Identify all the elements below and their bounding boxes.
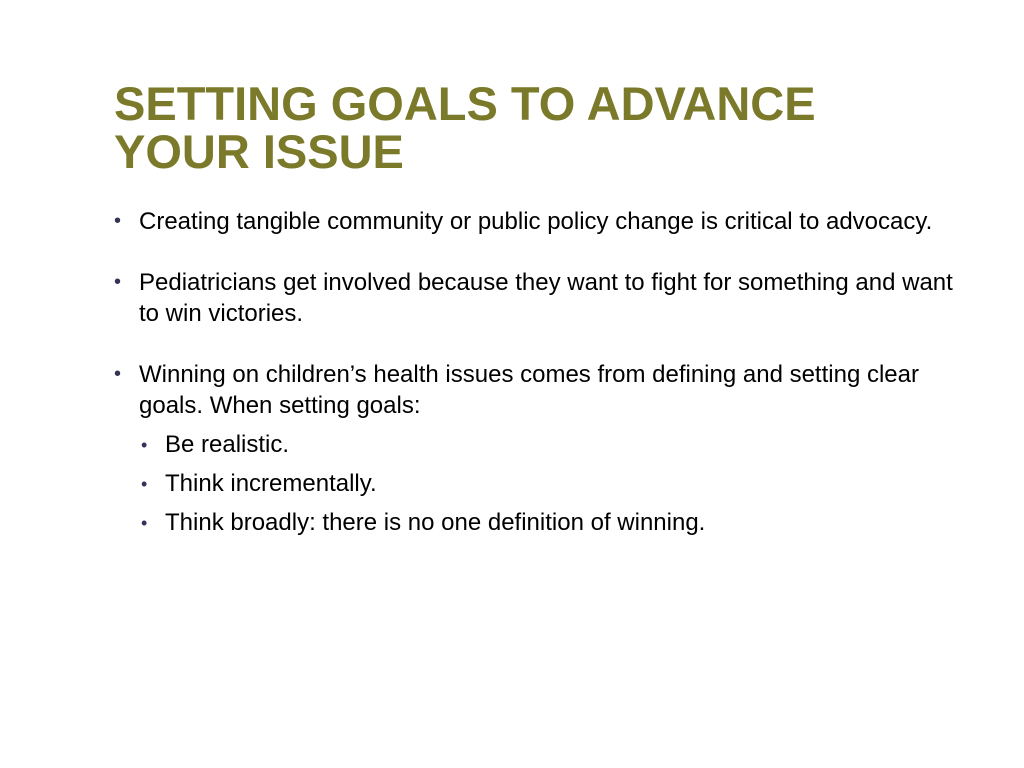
bullet-item bbox=[112, 206, 962, 237]
sub-bullet-item bbox=[139, 469, 962, 499]
bullet-dot-icon: • bbox=[141, 474, 148, 494]
bullet-dot-icon: • bbox=[114, 210, 122, 232]
sub-bullet-item bbox=[139, 508, 962, 538]
sub-bullet-text: Think broadly: there is no one definition of winning. bbox=[165, 509, 706, 536]
bullet-dot-icon: • bbox=[141, 435, 148, 455]
bullet-text: Pediatricians get involved because they want to fight for something and want to win victories. bbox=[139, 269, 953, 327]
sub-bullet-list bbox=[139, 430, 962, 538]
sub-bullet-text: Be realistic. bbox=[165, 431, 290, 458]
sub-bullet-item bbox=[139, 430, 962, 460]
bullet-dot-icon: • bbox=[114, 363, 122, 385]
sub-bullet-text: Think incrementally. bbox=[165, 470, 377, 497]
bullet-item bbox=[112, 359, 962, 538]
bullet-text: Winning on children’s health issues comes from defining and setting clear goals. When setting goals: bbox=[139, 361, 919, 419]
bullet-text: Creating tangible community or public policy change is critical to advocacy. bbox=[139, 208, 933, 235]
slide-title: SETTING GOALS TO ADVANCE YOUR ISSUE bbox=[114, 77, 816, 178]
bullet-dot-icon: • bbox=[141, 513, 148, 533]
bullet-item bbox=[112, 267, 962, 329]
bullet-list bbox=[112, 206, 962, 568]
bullet-dot-icon: • bbox=[114, 271, 122, 293]
